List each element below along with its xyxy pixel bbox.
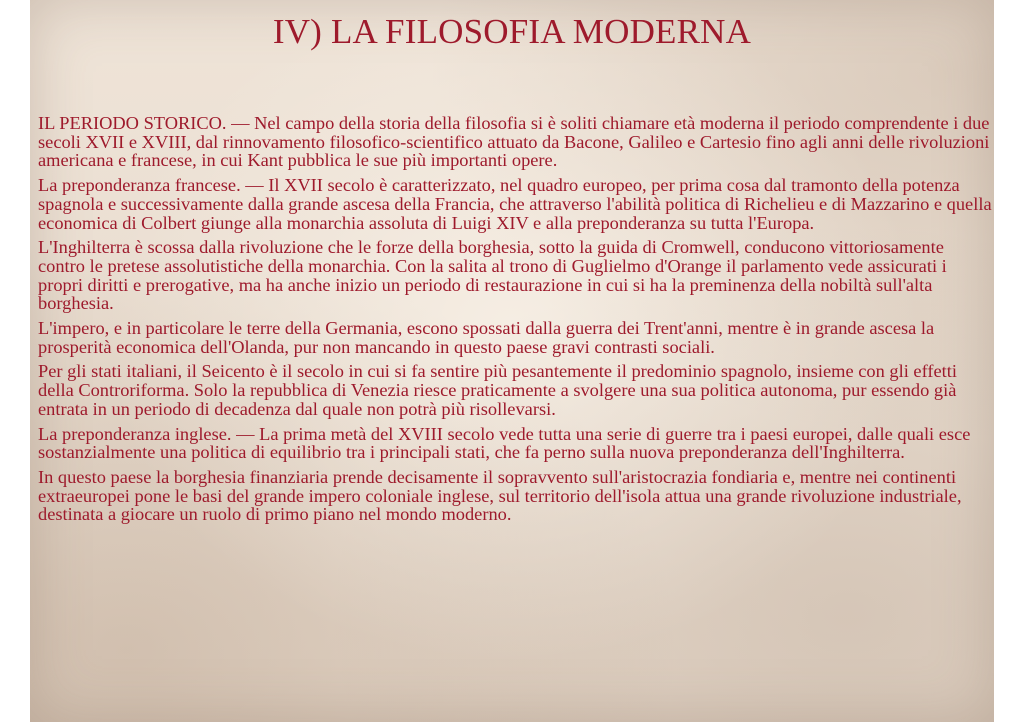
- paragraph-preponderanza-francese: La preponderanza francese. — Il XVII secolo è caratterizzato, nel quadro europeo, per prima cosa dal tramonto della potenza spagnola e successivamente dalla grande ascesa della Francia, che attraverso l'abilità politica di Richelieu e di Mazzarino e quella economica di Colbert giunge alla monarchia assoluta di Luigi XIV e alla preponderanza su tutta l'Europa.: [38, 175, 992, 233]
- paragraph-preponderanza-inglese: La preponderanza inglese. — La prima metà del XVIII secolo vede tutta una serie di guerre tra i paesi europei, dalle quali esce sostanzialmente una politica di equilibrio tra i principali stati, che fa perno sulla nuova preponderanza dell'Inghilterra.: [38, 423, 971, 463]
- paragraph-inghilterra: L'Inghilterra è scossa dalla rivoluzione che le forze della borghesia, sotto la guida di Cromwell, conducono vittoriosamente contro le pretese assolutistiche della monarchia. Con la salita al trono di Guglielmo d'Orange il parlamento vede assicurati i propri diritti e prerogative, ma ha anche inizio un periodo di restaurazione in cui si ha la preminenza della nobiltà sull'alta borghesia.: [38, 237, 947, 314]
- paragraph-stati-italiani: Per gli stati italiani, il Seicento è il secolo in cui si fa sentire più pesantemente il predominio spagnolo, insieme con gli effetti della Controriforma. Solo la repubblica di Venezia riesce praticamente a svolgere una sua politica autonoma, pur essendo già entrata in un periodo di decadenza dal quale non potrà più risollevarsi.: [38, 361, 957, 419]
- slide-body: [38, 114, 994, 530]
- slide: [30, 0, 994, 722]
- paragraph-borghesia-finanziaria: In questo paese la borghesia finanziaria prende decisamente il sopravvento sull'aristocrazia fondiaria e, mentre nei continenti extraeuropei pone le basi del grande impero coloniale inglese, sul territorio dell'isola attua una grande rivoluzione industriale, destinata a giocare un ruolo di primo piano nel mondo moderno.: [38, 466, 962, 525]
- slide-title: IV) LA FILOSOFIA MODERNA: [272, 12, 752, 51]
- paragraph-impero: L'impero, e in particolare le terre della Germania, escono spossati dalla guerra dei Trent'anni, mentre è in grande ascesa la prosperità economica dell'Olanda, pur non mancando in questo paese gravi contrasti sociali.: [38, 318, 935, 357]
- paragraph-periodo-storico: IL PERIODO STORICO. — Nel campo della storia della filosofia si è soliti chiamare età moderna il periodo comprendente i due secoli XVII e XVIII, dal rinnovamento filosofico-scientifico attuato da Bacone, Galileo e Cartesio fino agli anni delle rivoluzioni americana e francese, in cui Kant pubblica le sue più importanti opere.: [38, 113, 990, 171]
